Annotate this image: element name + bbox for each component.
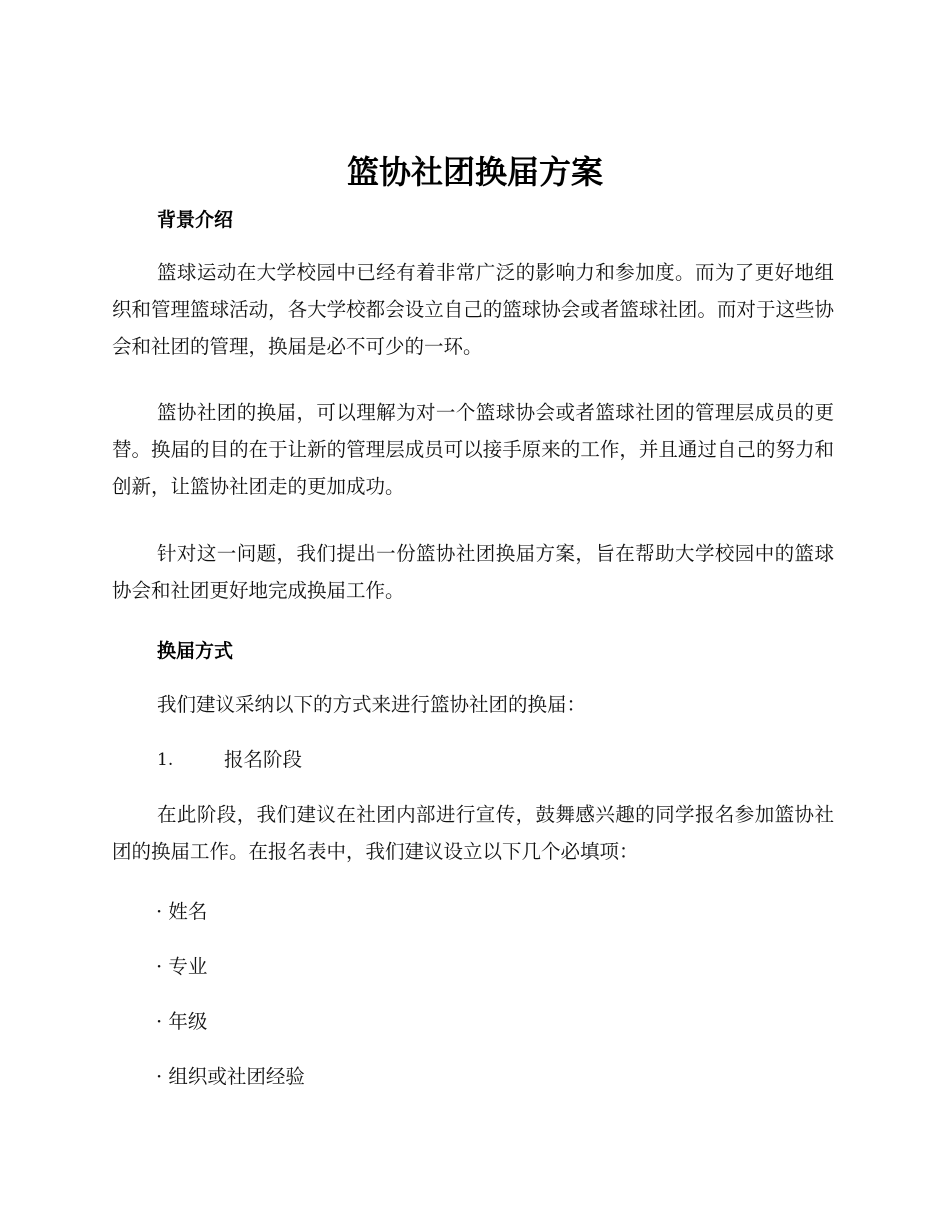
list-item: · 姓名 [156,900,208,923]
list-item: · 专业 [156,955,208,978]
paragraph-background-1: 篮球运动在大学校园中已经有着非常广泛的影响力和参加度。而为了更好地组织和管理篮球活动，各大学校都会设立自己的篮球协会或者篮球社团。而对于这些协会和社团的管理，换届是必不可少的一环。 [112,261,834,358]
document-title: 篮协社团换届方案 [346,153,603,191]
step-label: 报名阶段 [224,748,303,771]
paragraph-background-2: 篮协社团的换届，可以理解为对一个篮球协会或者篮球社团的管理层成员的更替。换届的目的在于让新的管理层成员可以接手原来的工作，并且通过自己的努力和创新，让篮协社团走的更加成功。 [112,401,834,498]
list-item: · 组织或社团经验 [156,1065,305,1088]
section-heading-background: 背景介绍 [157,209,234,231]
method-intro: 我们建议采纳以下的方式来进行篮协社团的换届： [157,693,587,716]
list-item: · 年级 [156,1010,208,1033]
step-number: 1. [157,750,174,770]
section-heading-method: 换届方式 [157,640,234,662]
paragraph-background-3: 针对这一问题，我们提出一份篮协社团换届方案，旨在帮助大学校园中的篮球协会和社团更好地完成换届工作。 [112,542,834,602]
paragraph-step-1: 在此阶段，我们建议在社团内部进行宣传，鼓舞感兴趣的同学报名参加篮协社团的换届工作。在报名表中，我们建议设立以下几个必填项： [112,803,834,863]
